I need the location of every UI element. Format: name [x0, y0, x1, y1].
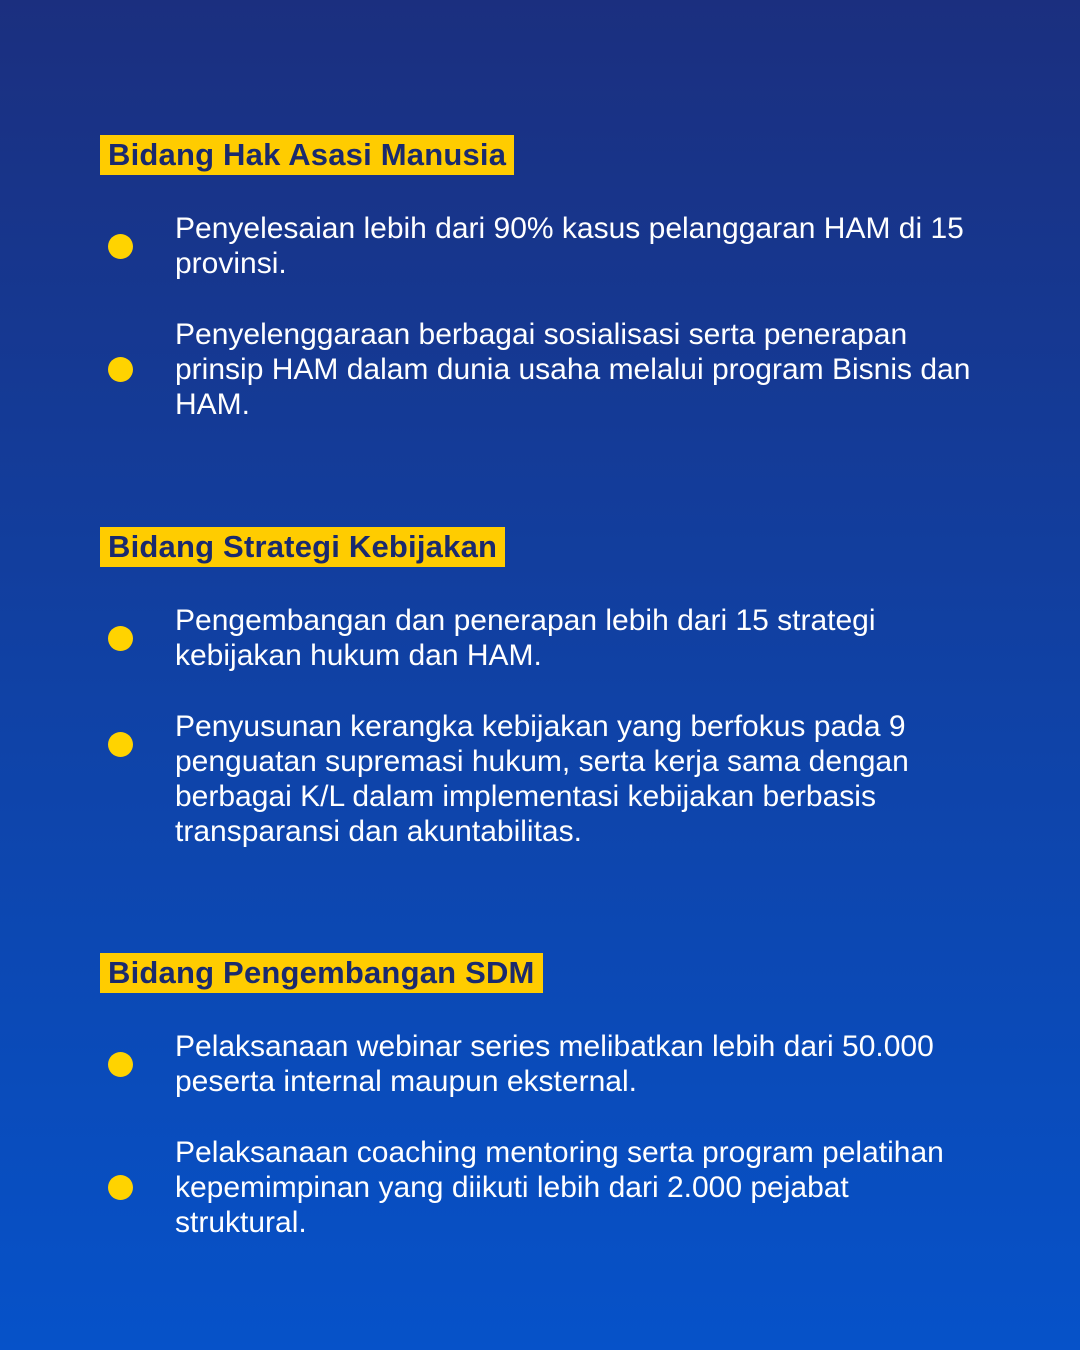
list-item-text: Pelaksanaan webinar series melibatkan lebih dari 50.000 peserta internal maupun eksternal. — [175, 1030, 934, 1098]
bullet-dot-icon — [108, 234, 133, 259]
section-hak-asasi-manusia — [100, 135, 980, 421]
section-heading: Bidang Pengembangan SDM — [100, 953, 543, 993]
list-item-text: Pelaksanaan coaching mentoring serta program pelatihan kepemimpinan yang diikuti lebih dari 2.000 pejabat struktural. — [175, 1136, 944, 1239]
list-item-text: Penyelesaian lebih dari 90% kasus pelanggaran HAM di 15 provinsi. — [175, 212, 964, 280]
list-item-text: Pengembangan dan penerapan lebih dari 15 strategi kebijakan hukum dan HAM. — [175, 604, 876, 672]
section-pengembangan-sdm — [100, 953, 980, 1239]
bullet-dot-icon — [108, 732, 133, 757]
bullet-dot-icon — [108, 626, 133, 651]
section-heading: Bidang Hak Asasi Manusia — [100, 135, 514, 175]
section-heading: Bidang Strategi Kebijakan — [100, 527, 505, 567]
section-strategi-kebijakan — [100, 527, 980, 848]
list-item-text: Penyusunan kerangka kebijakan yang berfokus pada 9 penguatan supremasi hukum, serta kerja sama dengan berbagai K/L dalam implementasi kebijakan berbasis transparansi dan akuntabilitas. — [175, 710, 909, 848]
bullet-dot-icon — [108, 1052, 133, 1077]
list-item-text: Penyelenggaraan berbagai sosialisasi serta penerapan prinsip HAM dalam dunia usaha melalui program Bisnis dan HAM. — [175, 318, 971, 421]
bullet-dot-icon — [108, 357, 133, 382]
bullet-dot-icon — [108, 1175, 133, 1200]
